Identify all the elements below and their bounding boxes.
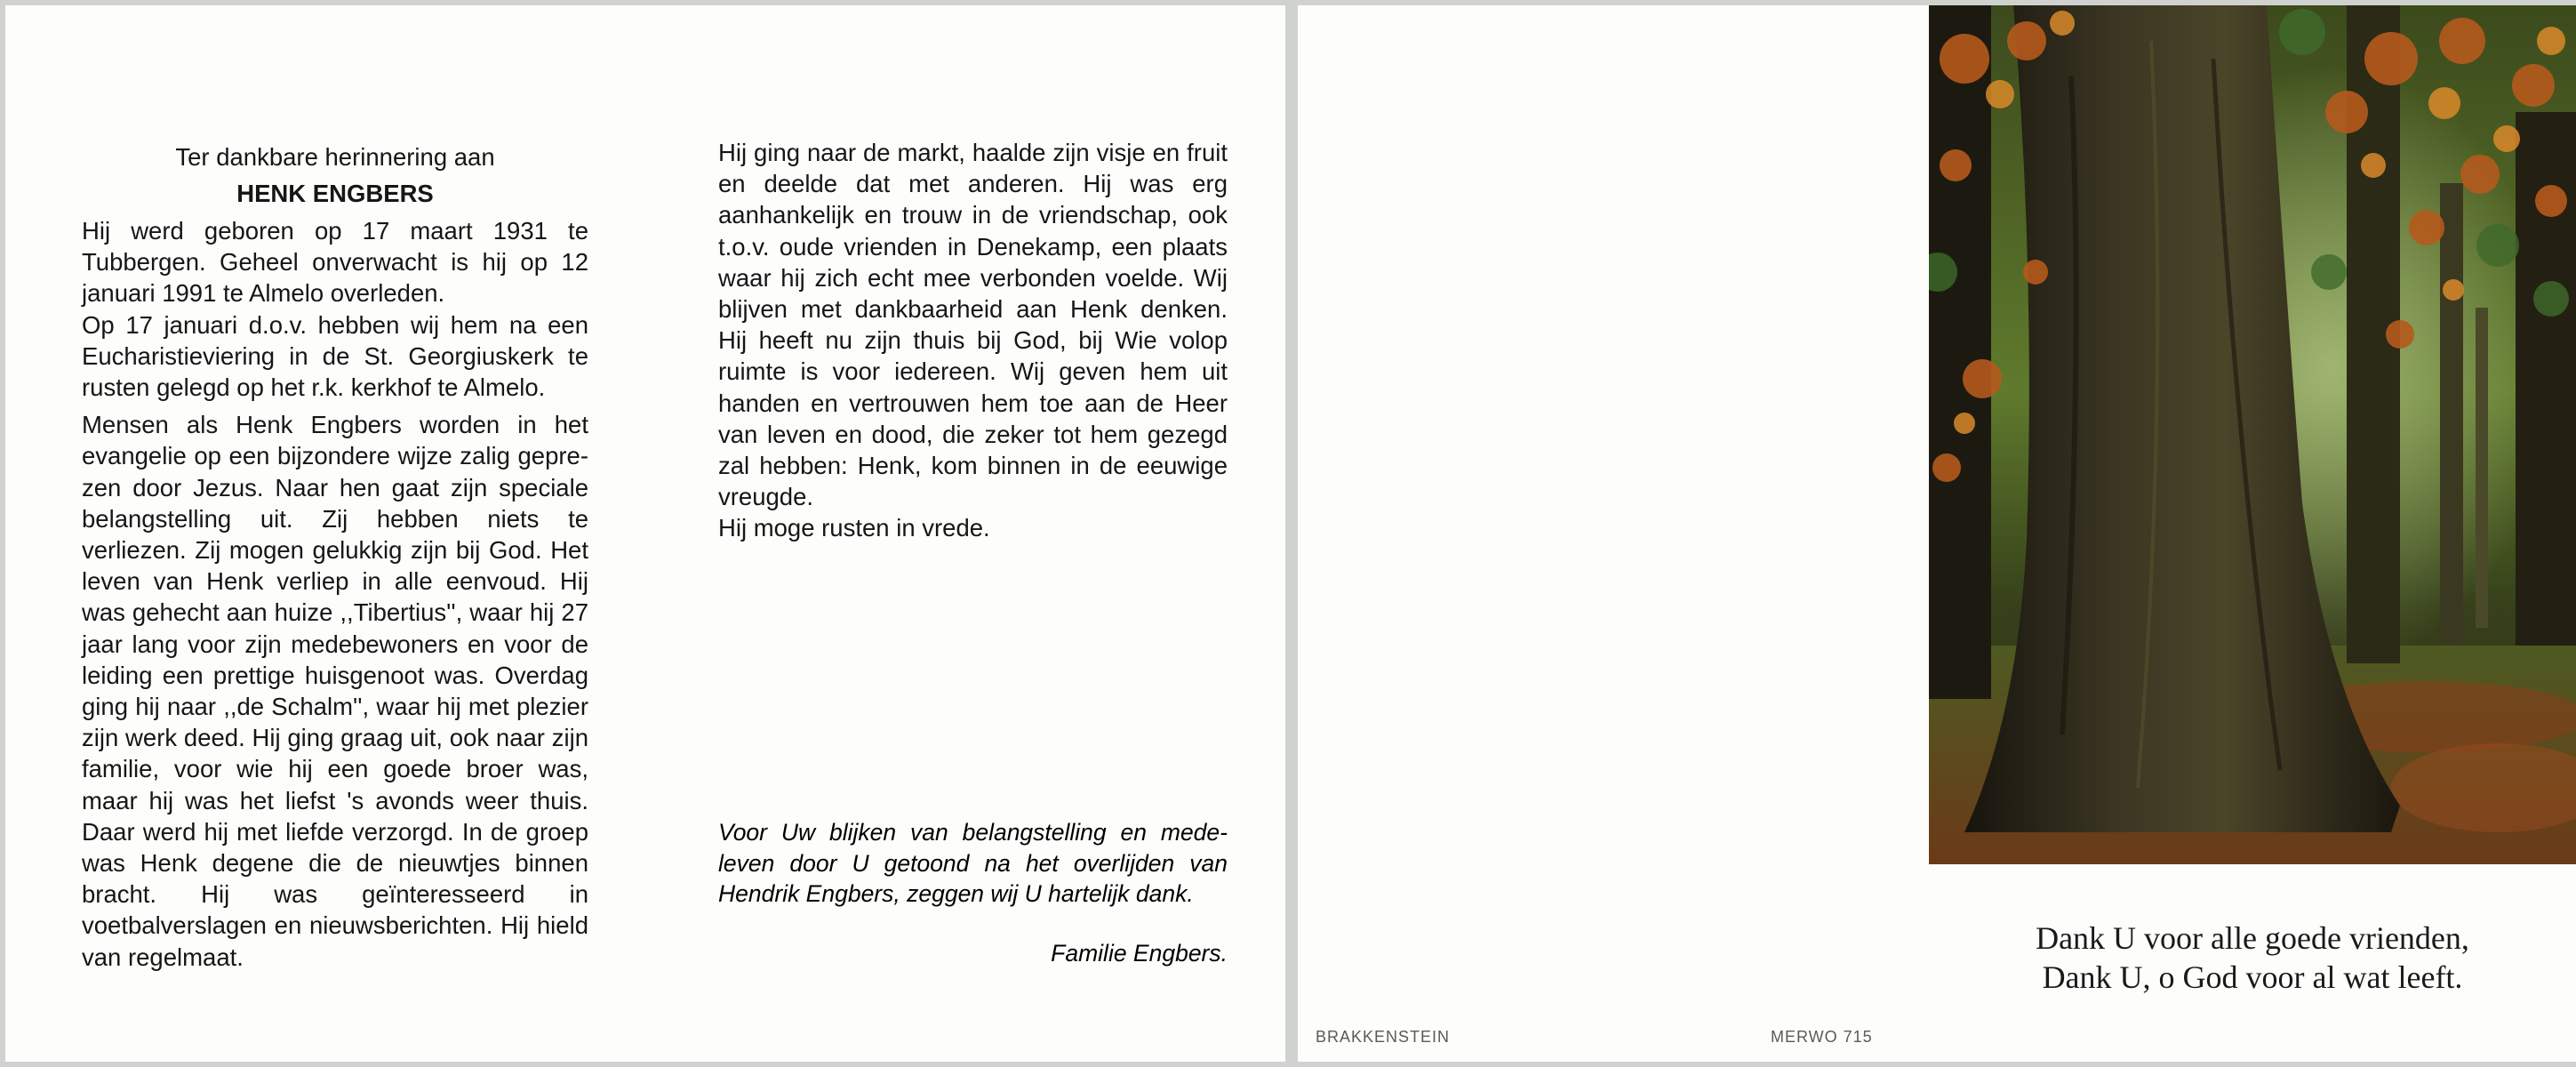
verse-line-2: Dank U, o God voor al wat leeft. xyxy=(2042,959,2463,995)
birth-death-paragraph: Hij werd geboren op 17 maart 1931 te Tubbergen. Geheel onverwacht is hij op 12 januari 1991 te Almelo overleden. xyxy=(82,217,588,308)
publisher-imprint: BRAKKENSTEIN xyxy=(1316,1028,1451,1046)
thanks-note: Voor Uw blijken van belangstelling en medeleven door U getoond na het overlijden van Hendrik Engbers, zeggen wij U hartelijk dank. xyxy=(718,819,1228,907)
inner-card-spread xyxy=(5,5,1285,1062)
autumn-tree-photo xyxy=(1929,5,2576,864)
left-page xyxy=(82,139,588,973)
verse-caption xyxy=(1929,919,2576,997)
verse-line-1: Dank U voor alle goede vrienden, xyxy=(2036,920,2469,956)
outer-card-spread xyxy=(1298,5,2576,1062)
family-signature: Familie Engbers. xyxy=(1051,940,1228,967)
memorial-paragraph: Hij ging naar de markt, haalde zijn visje en fruit en deelde dat met anderen. Hij was erg aanhankelijk en trouw in de vriendschap, ook t.o.v. oude vrienden in Denekamp, een plaats waar hij zich echt mee verbonden voelde. Wij blijven met dankbaarheid aan Henk denken. Hij heeft nu zijn thuis bij God, bij Wie volop ruimte is voor iedereen. Wij geven hem uit handen en vertrouwen hem toe aan de Heer van leven en dood, die zeker tot hem gezegd zal hebben: Henk, kom binnen in de eeuwige vreugde. xyxy=(718,139,1228,511)
closing-line: Hij moge rusten in vrede. xyxy=(718,514,990,542)
funeral-paragraph: Op 17 januari d.o.v. hebben wij hem na een Eucharistieviering in de St. Georgiuskerk te rusten gelegd op het r.k. kerkhof te Almelo. xyxy=(82,310,588,402)
card-code: MERWO 715 xyxy=(1771,1028,1873,1046)
deceased-name: HENK ENGBERS xyxy=(236,180,434,207)
life-paragraph: Mensen als Henk Engbers worden in het evangelie op een bijzondere wijze zalig geprezen door Jezus. Naar hen gaat zijn speciale belangstelling uit. Zij hebben niets te verliezen. Zij mogen gelukkig zijn bij God. Het leven van Henk verliep in alle eenvoud. Hij was gehecht aan huize ,,Tibertius'', waar hij 27 jaar lang voor zijn medebewoners en voor de leiding een prettige huisgenoot was. Overdag ging hij naar ,,de Schalm'', waar hij met plezier zijn werk deed. Hij ging graag uit, ook naar zijn familie, voor wie hij een goede broer was, maar hij was het liefst 's avonds weer thuis. Daar werd hij met liefde verzorgd. In de groep was Henk degene die de nieuwtjes binnen bracht. Hij was geïnteresseerd in voetbalverslagen en nieuwsberichten. Hij hield van regelmaat. xyxy=(82,411,588,971)
right-page xyxy=(718,137,1228,544)
dedication-label: Ter dankbare herinnering aan xyxy=(175,143,495,171)
